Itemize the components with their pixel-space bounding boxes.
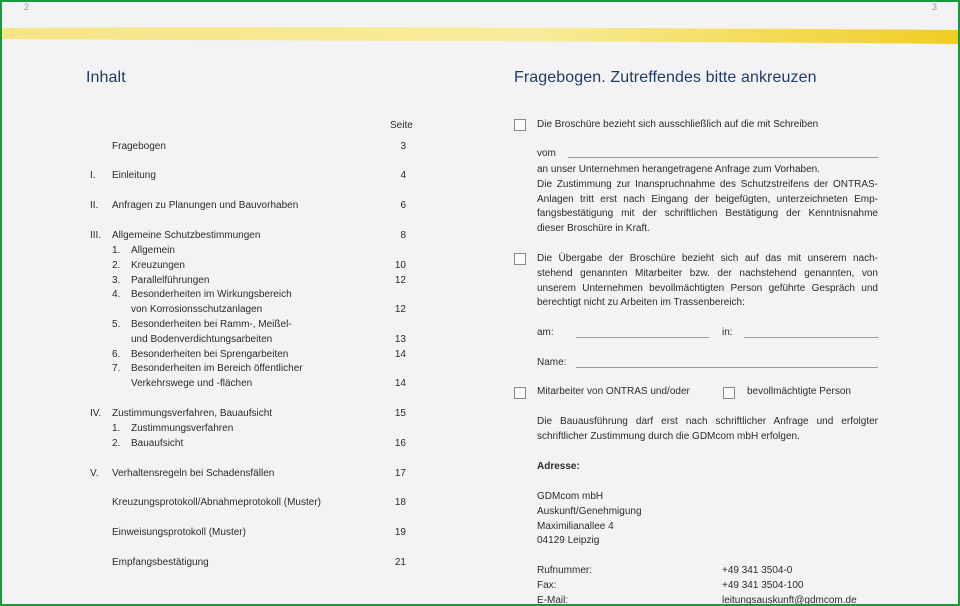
toc-subitem-label: Allgemein (131, 245, 175, 256)
vom-input-line[interactable] (568, 157, 878, 158)
am-input-line[interactable] (576, 337, 709, 338)
name-input-line[interactable] (576, 367, 878, 368)
toc-subitem-number: 4. (112, 289, 121, 301)
toc-item-page: 21 (394, 557, 406, 568)
toc-subitem-page: 13 (394, 334, 406, 345)
address-line: 04129 Leipzig (537, 535, 600, 547)
toc-subitem-number: 3. (112, 274, 121, 286)
ontras-employee-checkbox[interactable] (514, 387, 526, 399)
option-1-line: dieser Broschüre in Kraft. (537, 223, 650, 235)
contact-value: +49 341 3504-100 (722, 579, 804, 591)
toc-subitem-label: Besonderheiten im Bereich öffentlicher (131, 363, 303, 375)
toc-item-label: Zustimmungsverfahren, Bauaufsicht (112, 408, 273, 419)
ontras-employee-label: Mitarbeiter von ONTRAS und/oder (537, 386, 690, 397)
toc-subitem-label: Zustimmungsverfahren (131, 423, 234, 434)
toc-subitem-label: Verkehrswege und -flächen (131, 378, 253, 390)
toc-subitem-number: 2. (112, 437, 121, 449)
in-input-line[interactable] (744, 337, 878, 338)
in-label: in: (722, 327, 733, 338)
address-line: GDMcom mbH (537, 491, 604, 502)
contact-label: E-Mail: (537, 594, 569, 606)
page-number-right: 3 (932, 2, 938, 12)
option-2-line: stehend genannten Mitarbeiter bzw. der nachstehend genannten, von (537, 267, 878, 279)
toc-item-number: III. (90, 230, 102, 241)
option-1-line: Die Zustimmung zur Inanspruchnahme des Schutzstreifens der ONTRAS- (537, 178, 878, 190)
toc-item-label: Einleitung (112, 170, 156, 181)
address-line: Maximilianallee 4 (537, 520, 614, 532)
toc-item-page: 8 (400, 230, 406, 241)
toc-item-label: Anfragen zu Planungen und Bauvorhaben (112, 200, 299, 211)
toc-subitem-page: 12 (394, 304, 406, 316)
toc-subitem-number: 1. (112, 245, 121, 256)
option-1-line: an unser Unternehmen herangetragene Anfrage zum Vorhaben. (537, 164, 820, 175)
toc-subitem-page: 16 (394, 437, 406, 449)
toc-subitem-label: Kreuzungen (131, 259, 185, 271)
toc-item-page: 19 (394, 527, 406, 538)
note-line: Die Bauausführung darf erst nach schriftlicher Anfrage und erfolgter (537, 416, 878, 427)
page-number-left: 2 (24, 2, 30, 12)
contact-label: Rufnummer: (537, 565, 593, 576)
toc-item-label: Fragebogen (112, 141, 166, 152)
am-label: am: (537, 327, 554, 338)
toc-item-page: 18 (394, 497, 406, 508)
option-1-text: Die Broschüre bezieht sich ausschließlich auf die mit Schreiben (537, 119, 819, 130)
option-1-line: Anlagen tritt erst nach Eingang der beigefügten, unterzeichneten Emp- (537, 193, 878, 205)
form-title: Fragebogen. Zutreffendes bitte ankreuzen (514, 69, 817, 86)
toc-subitem-page: 12 (394, 274, 406, 286)
toc-subitem-number: 1. (112, 423, 121, 434)
option-2-line: unserem Unternehmen bevollmächtigten Person geführte Gespräch und (537, 282, 878, 294)
contact-label: Fax: (537, 579, 557, 591)
option-2-checkbox[interactable] (514, 253, 526, 265)
toc-subitem-label: Parallelführungen (131, 274, 210, 286)
toc-subitem-number: 5. (112, 319, 121, 330)
authorized-person-checkbox[interactable] (723, 387, 735, 399)
address-line: Auskunft/Genehmigung (537, 505, 642, 517)
toc-subitem-number: 6. (112, 348, 121, 360)
toc-item-label: Verhaltensregeln bei Schadensfällen (112, 468, 275, 479)
toc-item-page: 15 (394, 408, 406, 419)
option-1-checkbox[interactable] (514, 119, 526, 131)
toc-item-page: 4 (400, 170, 406, 181)
address-heading: Adresse: (537, 461, 580, 472)
authorized-person-label: bevollmächtigte Person (747, 386, 851, 397)
option-2-line: Die Übergabe der Broschüre bezieht sich auf das mit unserem nach- (537, 253, 878, 264)
contact-value[interactable]: leitungsauskunft@gdmcom.de (722, 594, 857, 606)
toc-subitem-label: von Korrosionsschutzanlagen (131, 304, 263, 316)
toc-item-label: Allgemeine Schutzbestimmungen (112, 230, 261, 241)
toc-subitem-label: Besonderheiten bei Ramm-, Meißel- (131, 319, 292, 330)
toc-subitem-label: und Bodenverdichtungsarbeiten (131, 334, 273, 345)
toc-subitem-number: 7. (112, 363, 121, 375)
toc-subitem-number: 2. (112, 259, 121, 271)
note-line: schriftlicher Zustimmung durch die GDMcom mbH erfolgen. (537, 430, 800, 442)
toc-item-number: IV. (90, 408, 102, 419)
toc-subitem-label: Besonderheiten bei Sprengarbeiten (131, 348, 289, 360)
yellow-swoosh-band (2, 24, 960, 48)
option-1-line: fangsbestätigung mit der schriftlichen Bestätigung der Kenntnisnahme (537, 208, 878, 220)
toc-item-page: 6 (400, 200, 406, 211)
toc-item-page: 3 (400, 141, 406, 152)
toc-item-label: Einweisungsprotokoll (Muster) (112, 527, 246, 538)
toc-item-label: Kreuzungsprotokoll/Abnahmeprotokoll (Muster) (112, 497, 321, 508)
contact-value: +49 341 3504-0 (722, 565, 793, 576)
toc-subitem-label: Bauaufsicht (131, 437, 184, 449)
toc-title: Inhalt (86, 69, 126, 86)
toc-item-number: V. (90, 468, 99, 479)
toc-subitem-label: Besonderheiten im Wirkungsbereich (131, 289, 292, 301)
toc-subitem-page: 14 (394, 348, 406, 360)
toc-item-number: I. (90, 170, 96, 181)
toc-subitem-page: 14 (394, 378, 406, 390)
toc-item-number: II. (90, 200, 99, 211)
toc-item-page: 17 (394, 468, 406, 479)
toc-item-label: Empfangsbestätigung (112, 557, 209, 568)
option-2-line: berechtigt nicht zu Arbeiten im Trassenbereich: (537, 297, 745, 309)
name-label: Name: (537, 357, 567, 368)
toc-seite-label: Seite (390, 120, 413, 131)
vom-label: vom (537, 148, 556, 159)
toc-subitem-page: 10 (394, 259, 406, 271)
